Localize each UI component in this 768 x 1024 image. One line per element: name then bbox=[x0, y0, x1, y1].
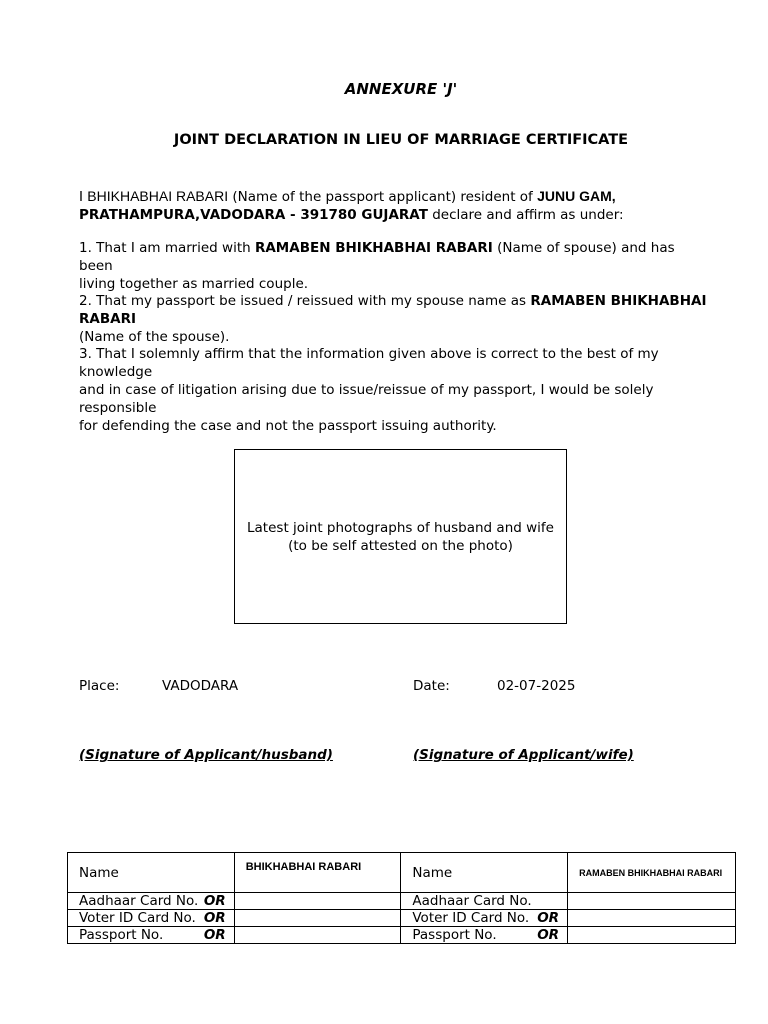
clause-2 bbox=[79, 292, 709, 346]
address-line2: PRATHAMPURA,VADODARA - 391780 GUJARAT bbox=[79, 207, 428, 223]
table-row bbox=[68, 853, 736, 893]
annexure-heading: ANNEXURE 'J' bbox=[344, 80, 458, 98]
wife-aadhaar-value[interactable] bbox=[568, 893, 736, 910]
date-value: 02-07-2025 bbox=[497, 678, 576, 694]
wife-signature-label: (Signature of Applicant/wife) bbox=[413, 747, 634, 763]
husband-aadhaar-value[interactable] bbox=[234, 893, 401, 910]
table-row bbox=[68, 910, 736, 927]
id-table bbox=[67, 852, 736, 944]
place-label: Place: bbox=[79, 678, 120, 694]
wife-aadhaar-label: Aadhaar Card No. bbox=[401, 893, 568, 910]
clause1-prefix: 1. That I am married with bbox=[79, 240, 251, 256]
clause-1 bbox=[79, 239, 709, 293]
wife-passport-label: Passport No. OR bbox=[401, 927, 568, 944]
wife-name-label: Name bbox=[401, 853, 568, 893]
husband-aadhaar-label: Aadhaar Card No. OR bbox=[68, 893, 235, 910]
wife-voter-label: Voter ID Card No. OR bbox=[401, 910, 568, 927]
husband-passport-label: Passport No. OR bbox=[68, 927, 235, 944]
clause3-line2: and in case of litigation arising due to issue/reissue of my passport, I would be solely responsible bbox=[79, 382, 654, 416]
husband-voter-value[interactable] bbox=[234, 910, 401, 927]
clause1-suffix: (Name of spouse) and has been bbox=[79, 240, 675, 274]
place-value: VADODARA bbox=[162, 678, 239, 694]
clause3-line1: 3. That I solemnly affirm that the information given above is correct to the best of my knowledge bbox=[79, 346, 659, 380]
clause2-spouse-name-part2: RABARI bbox=[79, 311, 136, 327]
wife-name-value: RAMABEN BHIKHABHAI RABARI bbox=[568, 853, 736, 893]
date-label: Date: bbox=[413, 678, 450, 694]
applicant-name: BHIKHABHAI RABARI bbox=[87, 188, 229, 204]
table-row bbox=[68, 893, 736, 910]
husband-name-value: BHIKHABHAI RABARI bbox=[234, 853, 401, 893]
clause1-line2: living together as married couple. bbox=[79, 276, 309, 292]
husband-voter-label: Voter ID Card No. OR bbox=[68, 910, 235, 927]
husband-name-label: Name bbox=[68, 853, 235, 893]
husband-passport-value[interactable] bbox=[234, 927, 401, 944]
clause-3 bbox=[79, 345, 709, 435]
husband-signature-label: (Signature of Applicant/husband) bbox=[79, 747, 333, 763]
table-row bbox=[68, 927, 736, 944]
clause1-spouse-name: RAMABEN BHIKHABHAI RABARI bbox=[254, 240, 493, 256]
intro-suffix: declare and affirm as under: bbox=[432, 207, 624, 223]
intro-prefix: I bbox=[79, 189, 83, 205]
document-title: JOINT DECLARATION IN LIEU OF MARRIAGE CERTIFICATE bbox=[173, 132, 629, 148]
clause2-spouse-name-part1: RAMABEN BHIKHABHAI bbox=[530, 293, 707, 309]
clause2-note: (Name of the spouse). bbox=[79, 329, 230, 345]
clause2-prefix: 2. That my passport be issued / reissued with my spouse name as bbox=[79, 293, 527, 309]
clause3-line3: for defending the case and not the passport issuing authority. bbox=[79, 418, 497, 434]
wife-voter-value[interactable] bbox=[568, 910, 736, 927]
address-line1: JUNU GAM, bbox=[537, 188, 616, 204]
applicant-note: (Name of the passport applicant) resident of bbox=[232, 189, 533, 205]
wife-passport-value[interactable] bbox=[568, 927, 736, 944]
photo-box bbox=[234, 449, 567, 624]
photo-box-line2: (to be self attested on the photo) bbox=[288, 537, 513, 554]
photo-box-line1: Latest joint photographs of husband and wife bbox=[247, 519, 554, 536]
intro-paragraph bbox=[79, 187, 709, 224]
